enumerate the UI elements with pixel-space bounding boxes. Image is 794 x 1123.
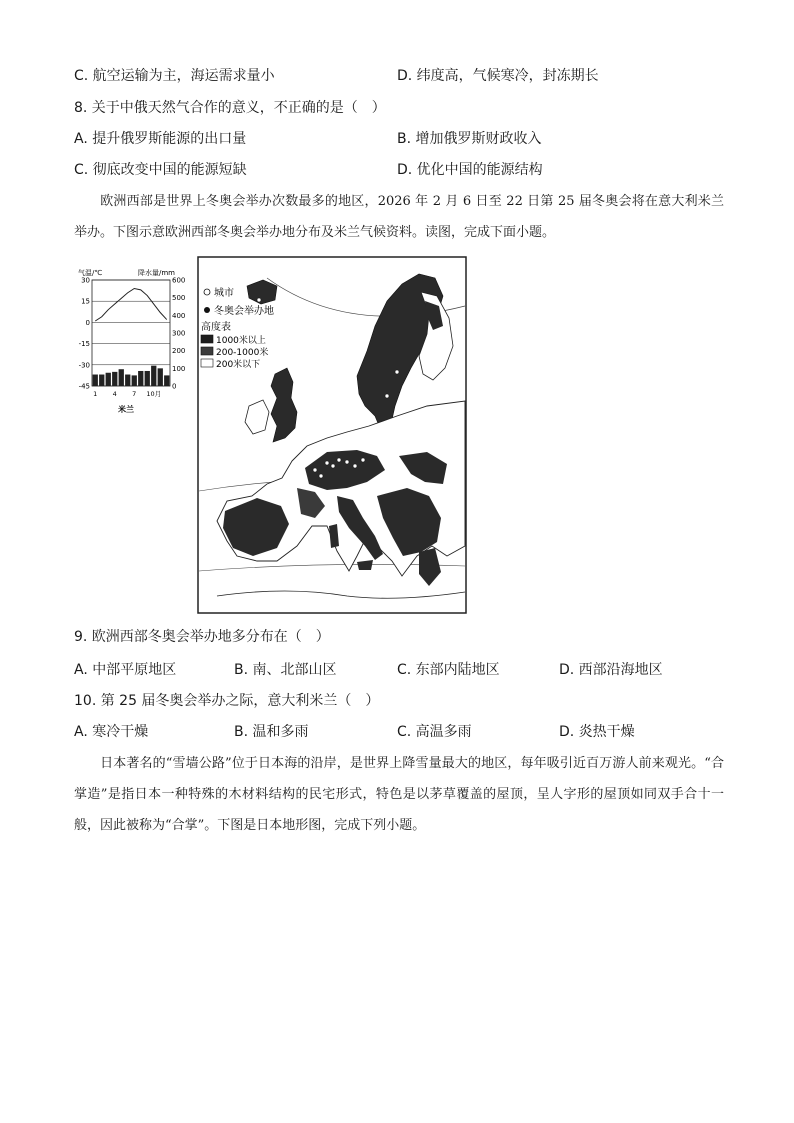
intro-paragraph-japan <box>74 748 724 841</box>
left-tick-label: -45 <box>78 382 90 391</box>
q8-stem: 8. 关于中俄天然气合作的意义，不正确的是（ ） <box>74 100 386 116</box>
precip-bar <box>93 375 98 386</box>
legend-title: 高度表 <box>201 322 231 333</box>
q9-option-c: C. 东部内陆地区 <box>397 662 500 678</box>
x-tick-label: 1 <box>93 390 98 398</box>
right-tick-label: 200 <box>172 347 186 356</box>
precip-bar <box>164 375 169 386</box>
intro-text: 日本著名的“雪墙公路”位于日本海的沿岸，是世界上降雪量最大的地区，每年吸引近百万游人前来观光。“合掌造”是指日本一种特殊的木材料结构的民宅形式，特色是以茅草覆盖的屋顶，呈人字形的屋顶如同双手合十一般，因此被称为“合掌”。下图是日本地形图，完成下列小题。 <box>74 756 724 833</box>
olympic-site-symbol-icon <box>204 307 210 313</box>
right-tick-label: 100 <box>172 364 186 373</box>
right-tick-label: 500 <box>172 294 186 303</box>
right-tick-label: 400 <box>172 311 186 320</box>
q9-option-d: D. 西部沿海地区 <box>559 662 663 678</box>
left-tick-label: -30 <box>78 361 90 370</box>
q7-option-c: C. 航空运输为主，海运需求量小 <box>74 68 275 84</box>
q9-stem: 9. 欧洲西部冬奥会举办地多分布在（ ） <box>74 629 330 645</box>
legend-swatch-mid <box>201 347 213 355</box>
right-tick-label: 300 <box>172 329 186 338</box>
q10-option-b: B. 温和多雨 <box>234 724 309 740</box>
q10-stem: 10. 第 25 届冬奥会举办之际，意大利米兰（ ） <box>74 693 380 709</box>
precip-bar <box>138 371 143 386</box>
right-tick-label: 600 <box>172 276 186 285</box>
right-axis-label: 降水量/mm <box>138 269 175 277</box>
legend-swatch-low <box>201 359 213 367</box>
left-tick-label: 15 <box>81 297 90 306</box>
precip-bar <box>145 371 150 386</box>
precip-bar <box>158 368 163 386</box>
city-symbol-icon <box>204 289 210 295</box>
precip-bar <box>99 375 104 386</box>
right-tick-label: 0 <box>172 382 177 391</box>
legend-swatch-high <box>201 335 213 343</box>
precip-bar <box>125 375 130 386</box>
chart-caption: 米兰 <box>118 405 134 414</box>
temperature-curve <box>95 288 167 321</box>
q8-option-c: C. 彻底改变中国的能源短缺 <box>74 162 247 178</box>
milan-climate-chart <box>72 266 190 416</box>
q10-option-a: A. 寒冷干燥 <box>74 724 149 740</box>
x-tick-label: 4 <box>112 390 117 398</box>
q9-option-a: A. 中部平原地区 <box>74 662 177 678</box>
precip-bar <box>132 375 137 386</box>
q10-option-d: D. 炎热干燥 <box>559 724 635 740</box>
q8-option-b: B. 增加俄罗斯财政收入 <box>397 131 542 147</box>
intro-paragraph-olympics <box>74 186 724 248</box>
legend-low: 200米以下 <box>216 360 261 370</box>
q7-option-d: D. 纬度高，气候寒冷，封冻期长 <box>397 68 599 84</box>
q10-option-c: C. 高温多雨 <box>397 724 472 740</box>
intro-text: 欧洲西部是世界上冬奥会举办次数最多的地区，2026 年 2 月 6 日至 22 日第 25 届冬奥会将在意大利米兰举办。下图示意欧洲西部冬奥会举办地分布及米兰气候资料。读图，完成下面小题。 <box>74 194 724 240</box>
left-tick-label: -15 <box>78 340 90 349</box>
precip-bar <box>151 366 156 386</box>
x-tick-label: 10月 <box>146 390 162 398</box>
precip-bar <box>106 373 111 386</box>
europe-olympic-map <box>197 256 467 614</box>
q9-option-b: B. 南、北部山区 <box>234 662 337 678</box>
precip-bar <box>112 372 117 386</box>
legend-city: 城市 <box>214 288 234 299</box>
left-tick-label: 0 <box>85 318 90 327</box>
precip-bar <box>119 369 124 386</box>
legend-high: 1000米以上 <box>216 336 266 346</box>
legend-mid: 200-1000米 <box>216 348 269 358</box>
left-axis-label: 气温/℃ <box>78 269 103 277</box>
q8-option-d: D. 优化中国的能源结构 <box>397 162 543 178</box>
x-tick-label: 7 <box>132 390 137 398</box>
q8-option-a: A. 提升俄罗斯能源的出口量 <box>74 131 247 147</box>
legend-olympic: 冬奥会举办地 <box>214 306 274 317</box>
left-tick-label: 30 <box>81 276 90 285</box>
